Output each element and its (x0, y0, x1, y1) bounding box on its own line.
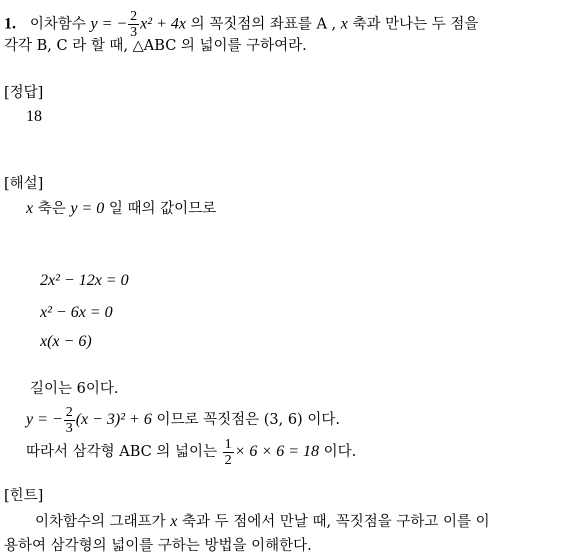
solution-line-2: 길이는 6이다. (30, 381, 119, 397)
solution-math-a: y = − (26, 411, 63, 428)
solution-math-b: (x − 3)² + 6 (75, 411, 152, 428)
problem-text-c: 축과 만나는 두 점을 (352, 16, 479, 33)
fraction-denominator: 2 (224, 452, 232, 468)
hint-line-2: 용하여 삼각형의 넓이를 구하는 방법을 이해한다. (4, 538, 312, 554)
hint-text-a: 이차함수의 그래프가 (35, 514, 166, 530)
solution-text-a: 축은 (37, 201, 66, 217)
fraction-denominator: 3 (130, 25, 138, 40)
equation-3: x(x − 6) (40, 333, 92, 350)
solution-text-area: 따라서 삼각형 ABC 의 넓이는 (26, 444, 217, 460)
solution-fraction-vertex (64, 405, 75, 436)
fraction-denominator: 3 (65, 420, 73, 436)
hint-text-b: 축과 두 점에서 만날 때, 꼭짓점을 구하고 이를 이 (182, 514, 490, 530)
solution-area-math: × 6 × 6 = 18 (234, 443, 319, 460)
answer-value: 18 (26, 108, 42, 125)
hint-line-1 (35, 513, 490, 531)
solution-x-var: x (26, 200, 34, 217)
equation-1: 2x² − 12x = 0 (40, 272, 129, 289)
solution-heading: [해설] (4, 176, 44, 192)
problem-math-b: x² + 4x (140, 15, 186, 33)
problem-line-1 (4, 9, 478, 40)
solution-line-1 (26, 200, 216, 218)
equation-2: x² − 6x = 0 (40, 304, 113, 321)
solution-line-4 (26, 436, 356, 468)
problem-math-a: y = − (90, 15, 128, 33)
solution-text-vertex: 이므로 꼭짓점은 (3, 6) 이다. (156, 412, 340, 428)
problem-x-var: x (340, 15, 348, 33)
problem-text-b: 의 꼭짓점의 좌표를 A , (190, 16, 337, 33)
hint-x-var: x (170, 513, 178, 530)
problem-fraction (128, 9, 139, 40)
problem-text-line2: 각각 B, C 라 할 때, △ABC 의 넓이를 구하여라. (4, 38, 307, 54)
solution-fraction-half (223, 437, 234, 468)
problem-text-a: 이차함수 (29, 16, 86, 33)
solution-line-3 (26, 404, 340, 436)
fraction-numerator: 2 (130, 9, 138, 24)
problem-number: 1. (4, 15, 16, 33)
solution-text-end: 이다. (323, 444, 357, 460)
answer-heading: [정답] (4, 85, 44, 101)
hint-heading: [힌트] (4, 488, 44, 504)
fraction-numerator: 1 (224, 436, 232, 452)
problem-line-2 (4, 37, 307, 55)
solution-eq-y0: y = 0 (70, 200, 105, 217)
solution-text-b: 일 때의 값이므로 (108, 201, 217, 217)
fraction-numerator: 2 (65, 404, 73, 420)
